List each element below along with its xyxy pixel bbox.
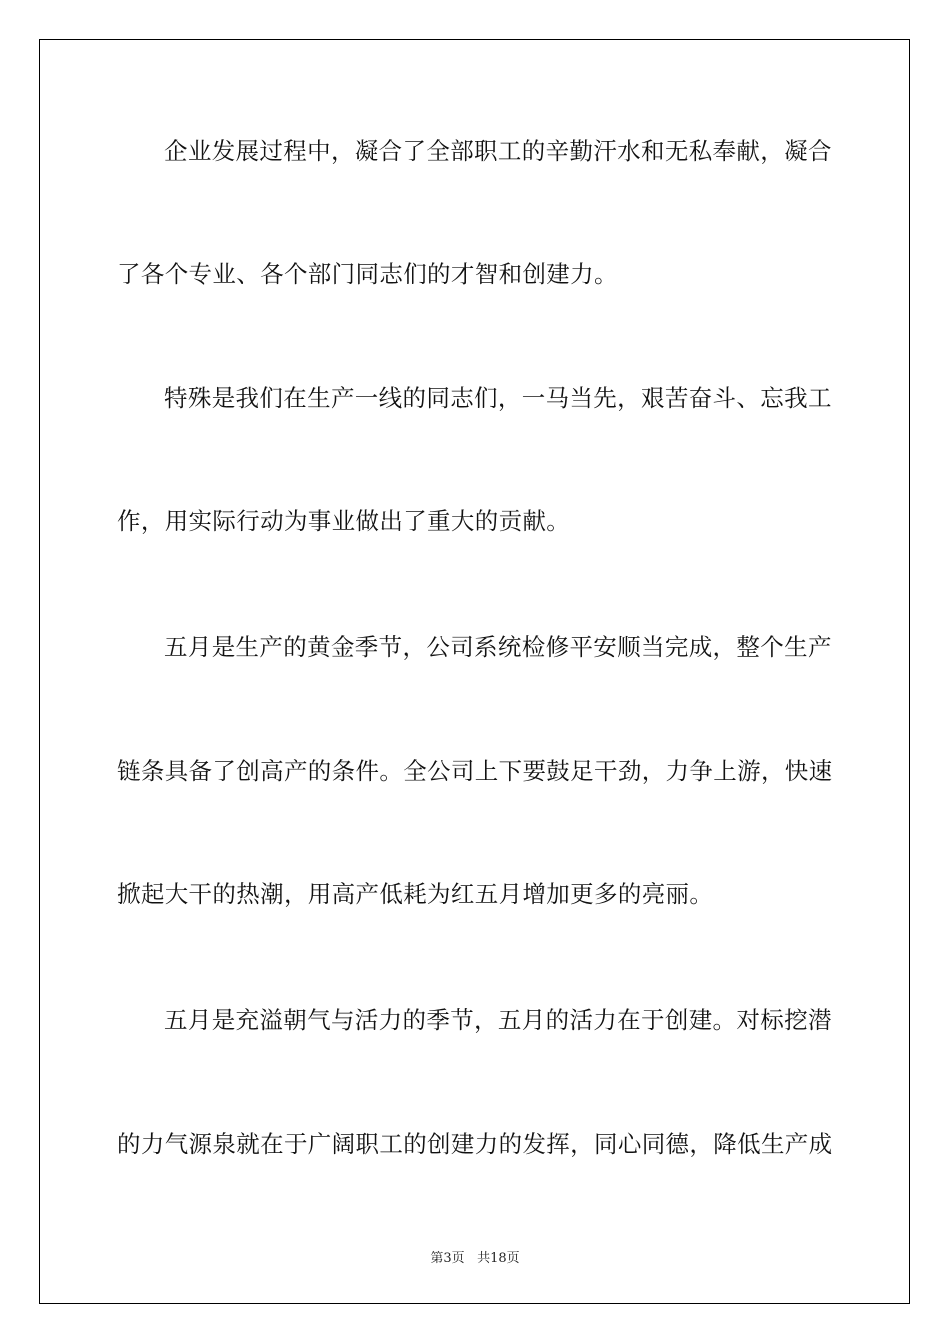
page-footer [0,1247,950,1266]
paragraph-2-line-2: 作，用实际行动为事业做出了重大的贡献。 [117,507,571,535]
paragraph-3-line-1: 五月是生产的黄金季节，公司系统检修平安顺当完成，整个生产 [164,633,832,661]
page-frame [39,39,910,1304]
page-total: 共18页 [477,1251,520,1266]
paragraph-1-line-1: 企业发展过程中，凝合了全部职工的辛勤汗水和无私奉献，凝合 [164,137,832,165]
page-number: 第3页 [430,1251,465,1266]
paragraph-2-line-1: 特殊是我们在生产一线的同志们，一马当先，艰苦奋斗、忘我工 [164,384,832,412]
paragraph-3-line-2: 链条具备了创高产的条件。全公司上下要鼓足干劲，力争上游，快速 [117,757,833,785]
paragraph-3-line-3: 掀起大干的热潮，用高产低耗为红五月增加更多的亮丽。 [117,880,714,908]
paragraph-4-line-1: 五月是充溢朝气与活力的季节，五月的活力在于创建。对标挖潜 [164,1006,832,1034]
paragraph-1-line-2: 了各个专业、各个部门同志们的才智和创建力。 [117,260,618,288]
paragraph-4-line-2: 的力气源泉就在于广阔职工的创建力的发挥，同心同德，降低生产成 [117,1130,833,1158]
